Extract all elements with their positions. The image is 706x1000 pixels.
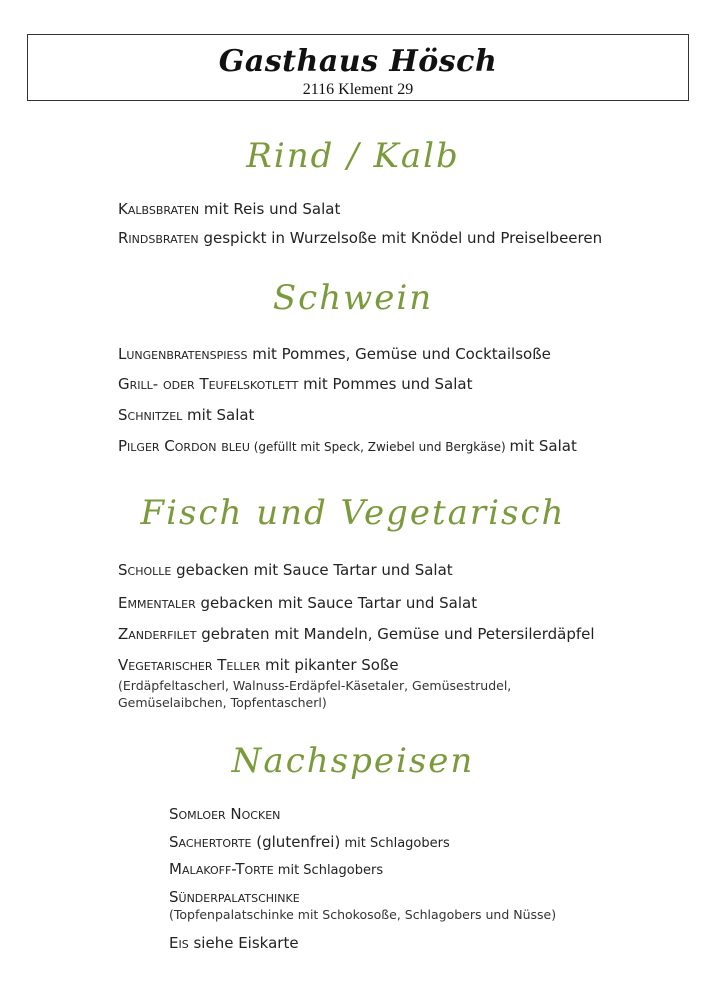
dish-name: Scholle: [118, 561, 172, 579]
header-box: [27, 34, 689, 101]
dish-name: Malakoff-Torte: [169, 860, 274, 878]
dish-description: mit Pommes, Gemüse und Cocktailsoße: [247, 345, 551, 363]
dish-name: Schnitzel: [118, 406, 183, 424]
menu-item: [118, 561, 453, 579]
restaurant-address: 2116 Klement 29: [302, 81, 414, 98]
dish-description: mit Salat: [182, 406, 255, 424]
dish-name: Sünderpalatschinke: [169, 888, 300, 906]
section-title-fisch-vegetarisch: Fisch und Vegetarisch: [140, 493, 566, 533]
menu-item: [118, 229, 602, 247]
dish-name: Sachertorte: [169, 833, 252, 851]
dish-name: Emmentaler: [118, 594, 196, 612]
menu-item: [118, 345, 551, 363]
dish-note: mit Schlagobers: [273, 863, 384, 878]
dish-description: gebacken mit Sauce Tartar und Salat: [171, 561, 453, 579]
menu-item: [118, 625, 595, 643]
dish-name: Somloer Nocken: [169, 805, 281, 823]
dish-subnote: (Erdäpfeltascherl, Walnuss-Erdäpfel-Käsetaler, Gemüsestrudel,: [118, 678, 512, 693]
dish-name: Kalbsbraten: [118, 200, 200, 218]
menu-item: [118, 656, 399, 674]
menu-item: [169, 860, 383, 880]
dish-description: mit Pommes und Salat: [298, 375, 473, 393]
menu-item: [118, 437, 577, 456]
menu-item: [169, 888, 300, 906]
menu-item: [118, 594, 477, 612]
dish-subnote: Gemüselaibchen, Topfentascherl): [118, 695, 327, 710]
menu-item: [118, 200, 340, 218]
dish-description: siehe Eiskarte: [188, 934, 299, 952]
menu-item: [169, 934, 299, 952]
menu-item: [169, 805, 280, 823]
dish-description: mit Salat: [509, 437, 577, 455]
dish-subnote: (Topfenpalatschinke mit Schokosoße, Schlagobers und Nüsse): [169, 907, 557, 922]
dish-description: mit pikanter Soße: [260, 656, 399, 674]
section-title-schwein: Schwein: [272, 278, 434, 318]
dish-name: Grill- oder Teufelskotlett: [118, 375, 299, 393]
menu-item: [118, 406, 254, 424]
dish-name: Lungenbratenspieß: [118, 345, 248, 363]
dish-name: Vegetarischer Teller: [118, 656, 261, 674]
dish-description: (glutenfrei): [251, 833, 341, 851]
dish-description: gebraten mit Mandeln, Gemüse und Petersilerdäpfel: [196, 625, 595, 643]
restaurant-name: Gasthaus Hösch: [218, 44, 498, 79]
dish-note: mit Schlagobers: [340, 836, 450, 851]
dish-name: Eis: [169, 934, 189, 952]
menu-item: [169, 833, 450, 853]
section-title-rind-kalb: Rind / Kalb: [246, 136, 460, 176]
section-title-nachspeisen: Nachspeisen: [231, 741, 475, 781]
dish-description: mit Reis und Salat: [199, 200, 341, 218]
dish-note: (gefüllt mit Speck, Zwiebel und Bergkäse): [249, 440, 510, 454]
dish-description: gespickt in Wurzelsoße mit Knödel und Preiselbeeren: [198, 229, 603, 247]
dish-name: Rindsbraten: [118, 229, 199, 247]
dish-name: Pilger Cordon bleu: [118, 437, 250, 455]
dish-name: Zanderfilet: [118, 625, 197, 643]
dish-description: gebacken mit Sauce Tartar und Salat: [195, 594, 478, 612]
menu-item: [118, 375, 473, 393]
